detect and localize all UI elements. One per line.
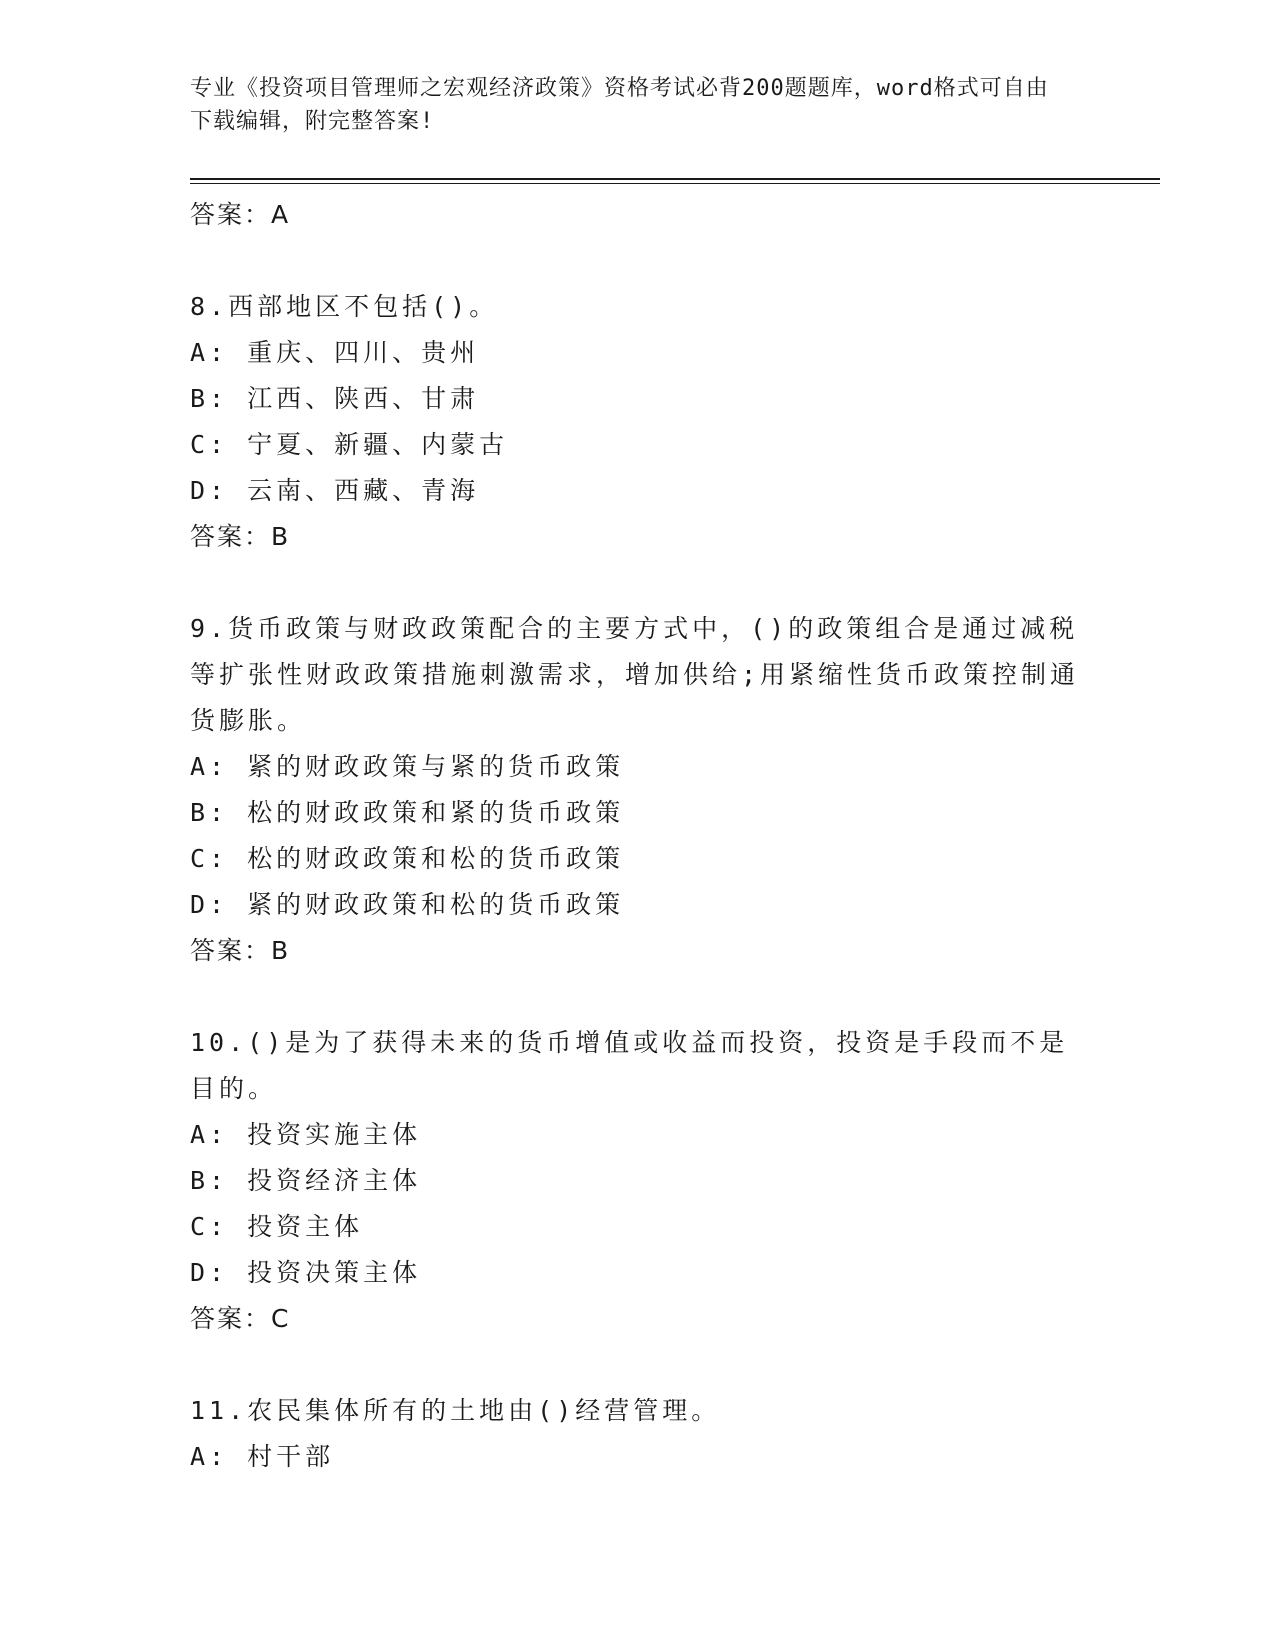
option-a: A: 投资实施主体 [190,1120,422,1149]
question-stem: 11.农民集体所有的土地由()经营管理。 [190,1396,721,1425]
option-c: C: 宁夏、新疆、内蒙古 [190,430,509,459]
question-11 [190,1388,1090,1480]
question-stem: 9.货币政策与财政政策配合的主要方式中，()的政策组合是通过减税等扩张性财政政策措施刺激需求，增加供给;用紧缩性货币政策控制通货膨胀。 [190,614,1080,735]
document-header: 专业《投资项目管理师之宏观经济政策》资格考试必背200题题库，word格式可自由下载编辑，附完整答案! [190,76,1049,134]
option-a: A: 重庆、四川、贵州 [190,338,480,367]
option-c: C: 投资主体 [190,1212,364,1241]
answer-line: 答案：B [190,522,291,551]
header-divider-thick [190,178,1160,180]
option-c: C: 松的财政政策和松的货币政策 [190,844,625,873]
answer-line: 答案：C [190,1304,291,1333]
question-list [190,192,1090,1480]
option-d: D: 云南、西藏、青海 [190,476,480,505]
question-stem: 8.西部地区不包括()。 [190,292,499,321]
header-divider-thin [190,183,1160,184]
option-d: D: 投资决策主体 [190,1258,422,1287]
option-d: D: 紧的财政政策和松的货币政策 [190,890,625,919]
option-a: A: 村干部 [190,1442,335,1471]
option-b: B: 投资经济主体 [190,1166,422,1195]
question-9 [190,606,1090,974]
answer-line: 答案：A [190,200,291,229]
question-10 [190,1020,1090,1342]
answer-line: 答案：B [190,936,291,965]
option-b: B: 松的财政政策和紧的货币政策 [190,798,625,827]
option-b: B: 江西、陕西、甘肃 [190,384,480,413]
option-a: A: 紧的财政政策与紧的货币政策 [190,752,625,781]
question-stem: 10.()是为了获得未来的货币增值或收益而投资，投资是手段而不是目的。 [190,1028,1069,1103]
question-8 [190,284,1090,560]
